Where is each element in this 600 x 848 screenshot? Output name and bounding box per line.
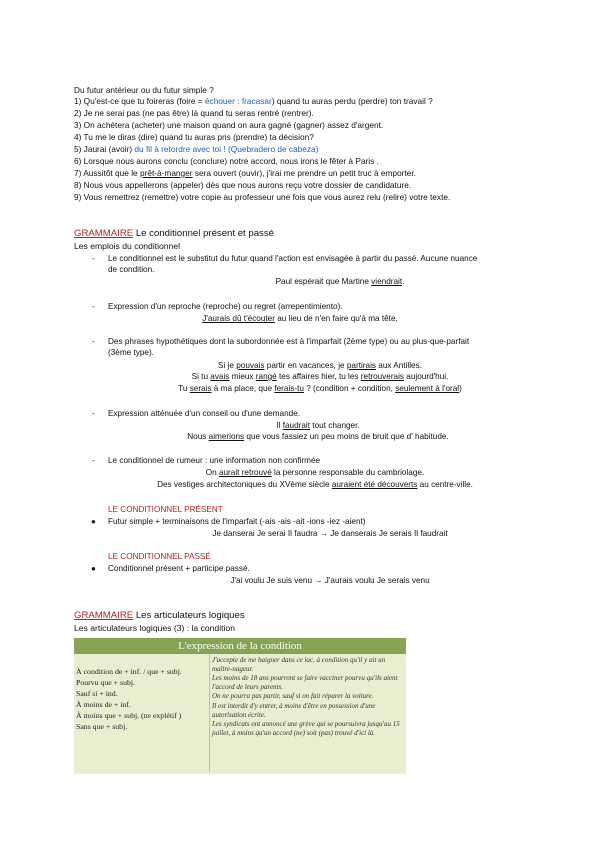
- usage-5: Le conditionnel de rumeur : une information non confirmée: [108, 456, 321, 465]
- exercise-line-4: 4) Tu me le diras (dire) quand tu auras pris (prendre) ta décision?: [74, 132, 314, 142]
- dash-5: -: [92, 456, 95, 465]
- example-4b: Nous aimerions que vous fassiez un peu moins de bruit que d' habitude.: [187, 432, 449, 441]
- present-title: LE CONDITIONNEL PRÉSENT: [108, 505, 223, 514]
- dash-2: -: [92, 302, 95, 311]
- example-2: J'aurais dû t'écouter au lieu de n'en faire qu'à ma tête.: [202, 314, 398, 323]
- condition-right-examples: J'accepte de me baigner dans ce lac, à condition qu'il y ait un maître-nageur. Les moins de 18 ans pourront se faire vacciner pourvu qu'ils aient l'accord de leurs parents. On ne pourra pas partir, sauf si on fait réparer la voiture. Il est interdit d'y entrer, à moins d'être en possession d'une autorisation écrite. Les syndicats ont annoncé une grève qui se poursuivra jusqu'au 15 juillet, à moins qu'un accord (ne) soit (pas) trouvé d'ici là.: [212, 656, 400, 737]
- grammar1-heading: GRAMMAIRE Le conditionnel présent et passé: [74, 228, 274, 239]
- exercise-title: Du futur antérieur ou du futur simple ?: [74, 85, 214, 95]
- dash-3: -: [92, 337, 95, 346]
- example-3b: Si tu avais mieux rangé tes affaires hier, tu les retrouverais aujourd'hui.: [191, 372, 449, 381]
- condition-table-title: L'expression de la condition: [74, 638, 406, 654]
- grammar1-subtitle: Les emplois du conditionnel: [74, 241, 181, 251]
- past-example: J'ai voulu Je suis venu → J'aurais voulu Je serais venu: [230, 576, 430, 585]
- example-5a: On aurait retrouvé la personne responsable du cambriolage.: [205, 468, 425, 477]
- example-1: Paul espérait que Martine viendrait.: [275, 277, 405, 286]
- bullet-2: ●: [91, 564, 96, 573]
- present-example: Je danserai Je serai Il faudra → Je danserais Je serais Il faudrait: [212, 529, 448, 538]
- exercise-line-5: 5) Jaurai (avoir) du fil à retordre avec toi ! (Quebradero de cabeza): [74, 144, 319, 154]
- example-4a: Il faudrait tout changer.: [276, 421, 360, 430]
- present-rule: Futur simple + terminaisons de l'imparfait (-ais -ais -ait -ions -iez -aient): [108, 517, 366, 526]
- past-rule: Conditionnel présent + participe passé.: [108, 564, 250, 573]
- condition-left-list: À condition de + inf. / que + subj. Pourvu que + subj. Sauf si + ind. À moins de + inf. À moins que + subj. (ne explétif ) Sans que + subj.: [76, 667, 182, 731]
- exercise-line-7: 7) Aussitôt que le prêt-à-manger sera ouvert (ouvir), j'irai me prendre un petit truc à emporter.: [74, 168, 416, 178]
- example-3a: Si je pouvais partir en vacances, je partirais aux Antilles.: [218, 361, 422, 370]
- usage-3: Des phrases hypothétiques dont la subordonnée est à l'imparfait (2ème type) ou au plus-que-parfait (3ème type).: [108, 337, 470, 357]
- example-3c: Tu serais à ma place, que ferais-tu ? (condition + condition, seulement à l'oral): [178, 384, 462, 393]
- exercise-line-6: 6) Lorsque nous aurons conclu (conclure) notre accord, nous irons le fêter à Paris .: [74, 156, 379, 166]
- table-divider: [209, 654, 210, 772]
- exercise-line-3: 3) On achètera (acheter) une maison quand on aura gagné (gagner) assez d'argent.: [74, 120, 384, 130]
- grammar2-heading: GRAMMAIRE Les articulateurs logiques: [74, 610, 245, 621]
- dash-4: -: [92, 409, 95, 418]
- example-5b: Des vestiges architectoniques du XVème siècle auraient été découverts au centre-ville.: [157, 480, 473, 489]
- exercise-line-2: 2) Je ne serai pas (ne pas être) là quand tu seras rentré (rentrer).: [74, 108, 314, 118]
- exercise-line-9: 9) Vous remettrez (remettre) votre copie au professeur une fois que vous aurez relu (relire) votre texte.: [74, 192, 451, 202]
- past-title: LE CONDITIONNEL PASSÉ: [108, 552, 211, 561]
- bullet-1: ●: [91, 517, 96, 526]
- usage-1: Le conditionnel est le substitut du futur quand l'action est envisagée à partir du passé. Aucune nuance de condition.: [108, 254, 478, 274]
- exercise-line-1: 1) Qu'est-ce que tu foireras (foire = échouer : fracasar) quand tu auras perdu (perdre) ton travail ?: [74, 96, 433, 106]
- exercise-line-8: 8) Nous vous appellerons (appeler) dès que nous aurons reçu votre dossier de candidature.: [74, 180, 412, 190]
- usage-2: Expression d'un reproche (reproche) ou regret (arrepentimiento).: [108, 302, 343, 311]
- dash-1: -: [92, 254, 95, 263]
- usage-4: Expression atténuée d'un conseil ou d'une demande.: [108, 409, 301, 418]
- grammar2-subtitle: Les articulateurs logiques (3) : la condition: [74, 623, 235, 633]
